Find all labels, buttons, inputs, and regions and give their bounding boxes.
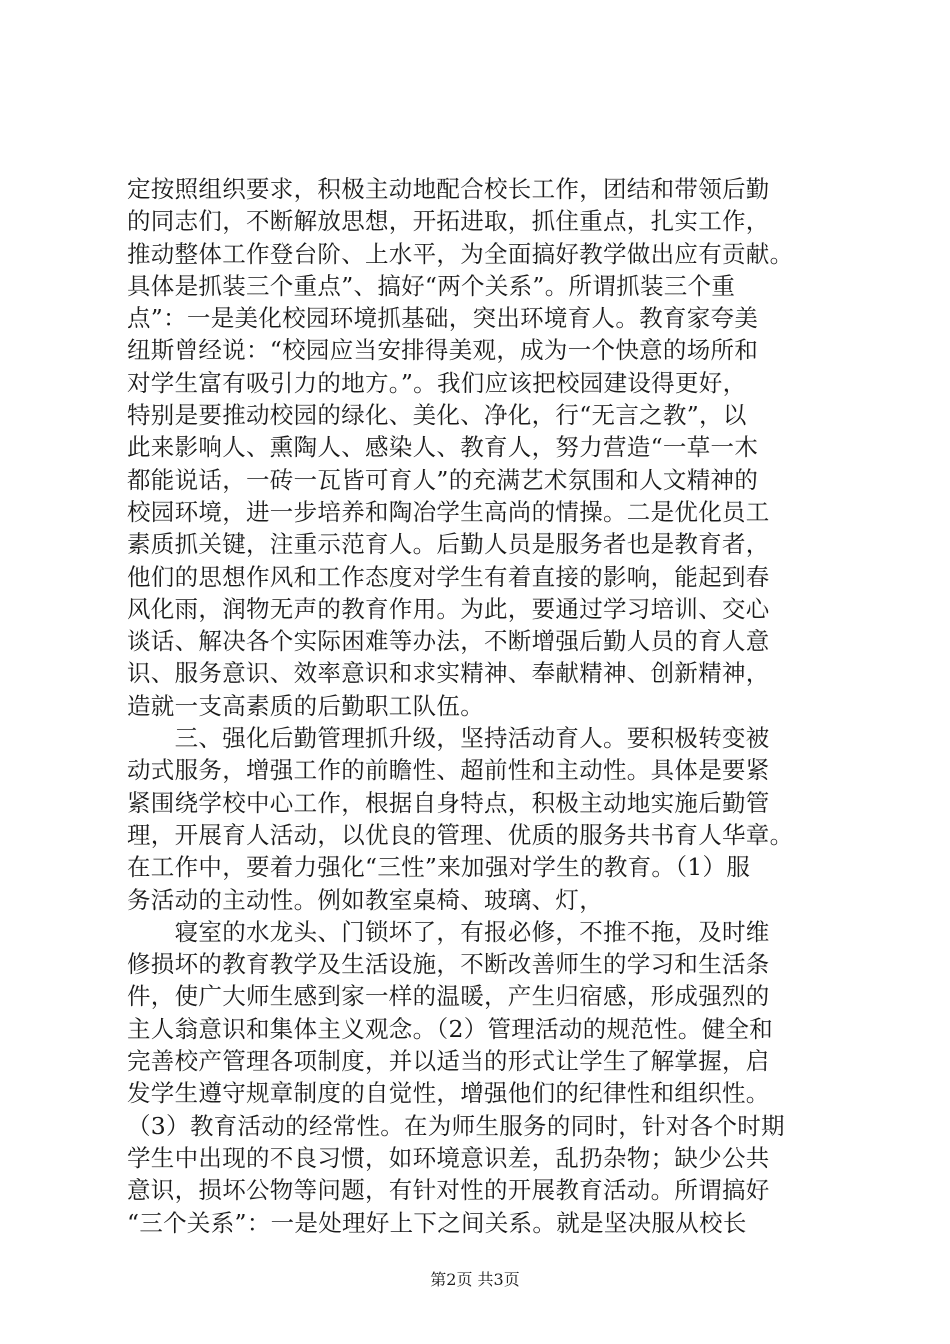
text-line: （3）教育活动的经常性。在为师生服务的同时，针对各个时期 [127,1111,785,1140]
text-line: 都能说话，一砖一瓦皆可育人”的充满艺术氛围和人文精神的 [127,465,759,494]
text-line: 寝室的水龙头、门锁坏了，有报必修，不推不拖，及时维 [127,917,770,946]
text-line: 理，开展育人活动，以优良的管理、优质的服务共书育人华章。 [127,820,794,849]
text-line: 风化雨，润物无声的教育作用。为此，要通过学习培训、交心 [127,594,770,623]
text-line: 发学生遵守规章制度的自觉性，增强他们的纪律性和组织性。 [127,1079,770,1108]
text-line: 三、强化后勤管理抓升级，坚持活动育人。要积极转变被 [127,724,770,753]
text-line: 在工作中，要着力强化“三性”来加强对学生的教育。（1）服 [127,853,751,882]
text-line: 对学生富有吸引力的地方。”。我们应该把校园建设得更好， [127,368,747,397]
text-line: 点”：一是美化校园环境抓基础，突出环境育人。教育家夸美 [127,304,759,333]
text-line: 校园环境，进一步培养和陶冶学生高尚的情操。二是优化员工 [127,497,770,526]
text-line: 特别是要推动校园的绿化、美化、净化，行“无言之教”，以 [127,401,747,430]
document-body [127,173,827,1239]
text-line: 完善校产管理各项制度，并以适当的形式让学生了解掌握，启 [127,1047,770,1076]
page-number-footer: 第2页 共3页 [430,1270,520,1289]
text-line: 意识，损坏公物等问题，有针对性的开展教育活动。所谓搞好 [127,1176,770,1205]
text-line: 修损坏的教育教学及生活设施，不断改善师生的学习和生活条 [127,950,770,979]
text-line: 主人翁意识和集体主义观念。（2）管理活动的规范性。健全和 [127,1014,774,1043]
text-line: 造就一支高素质的后勤职工队伍。 [127,691,484,720]
text-line: 件，使广大师生感到家一样的温暖，产生归宿感，形成强烈的 [127,982,770,1011]
text-line: 定按照组织要求，积极主动地配合校长工作，团结和带领后勤 [127,175,770,203]
text-line: 推动整体工作登台阶、上水平，为全面搞好教学做出应有贡献。 [127,239,794,268]
text-line: 具体是抓装三个重点”、搞好“两个关系”。所谓抓装三个重 [127,271,736,300]
text-line: 他们的思想作风和工作态度对学生有着直接的影响，能起到春 [127,562,770,591]
text-line: 此来影响人、熏陶人、感染人、教育人，努力营造“一草一木 [127,433,759,462]
text-line: 素质抓关键，注重示范育人。后勤人员是服务者也是教育者， [127,530,770,559]
text-line: “三个关系”：一是处理好上下之间关系。就是坚决服从校长 [127,1208,747,1237]
text-line: 的同志们，不断解放思想，开拓进取，抓住重点，扎实工作， [127,207,770,236]
text-line: 识、服务意识、效率意识和求实精神、奉献精神、创新精神， [127,659,770,688]
text-line: 谈话、解决各个实际困难等办法，不断增强后勤人员的育人意 [127,627,770,656]
text-line: 学生中出现的不良习惯，如环境意识差，乱扔杂物；缺少公共 [127,1143,770,1172]
text-line: 纽斯曾经说：“校园应当安排得美观，成为一个快意的场所和 [127,336,759,365]
text-line: 务活动的主动性。例如教室桌椅、玻璃、灯， [127,885,603,914]
text-line: 动式服务，增强工作的前瞻性、超前性和主动性。具体是要紧 [127,756,770,785]
text-line: 紧围绕学校中心工作，根据自身特点，积极主动地实施后勤管 [127,788,770,817]
